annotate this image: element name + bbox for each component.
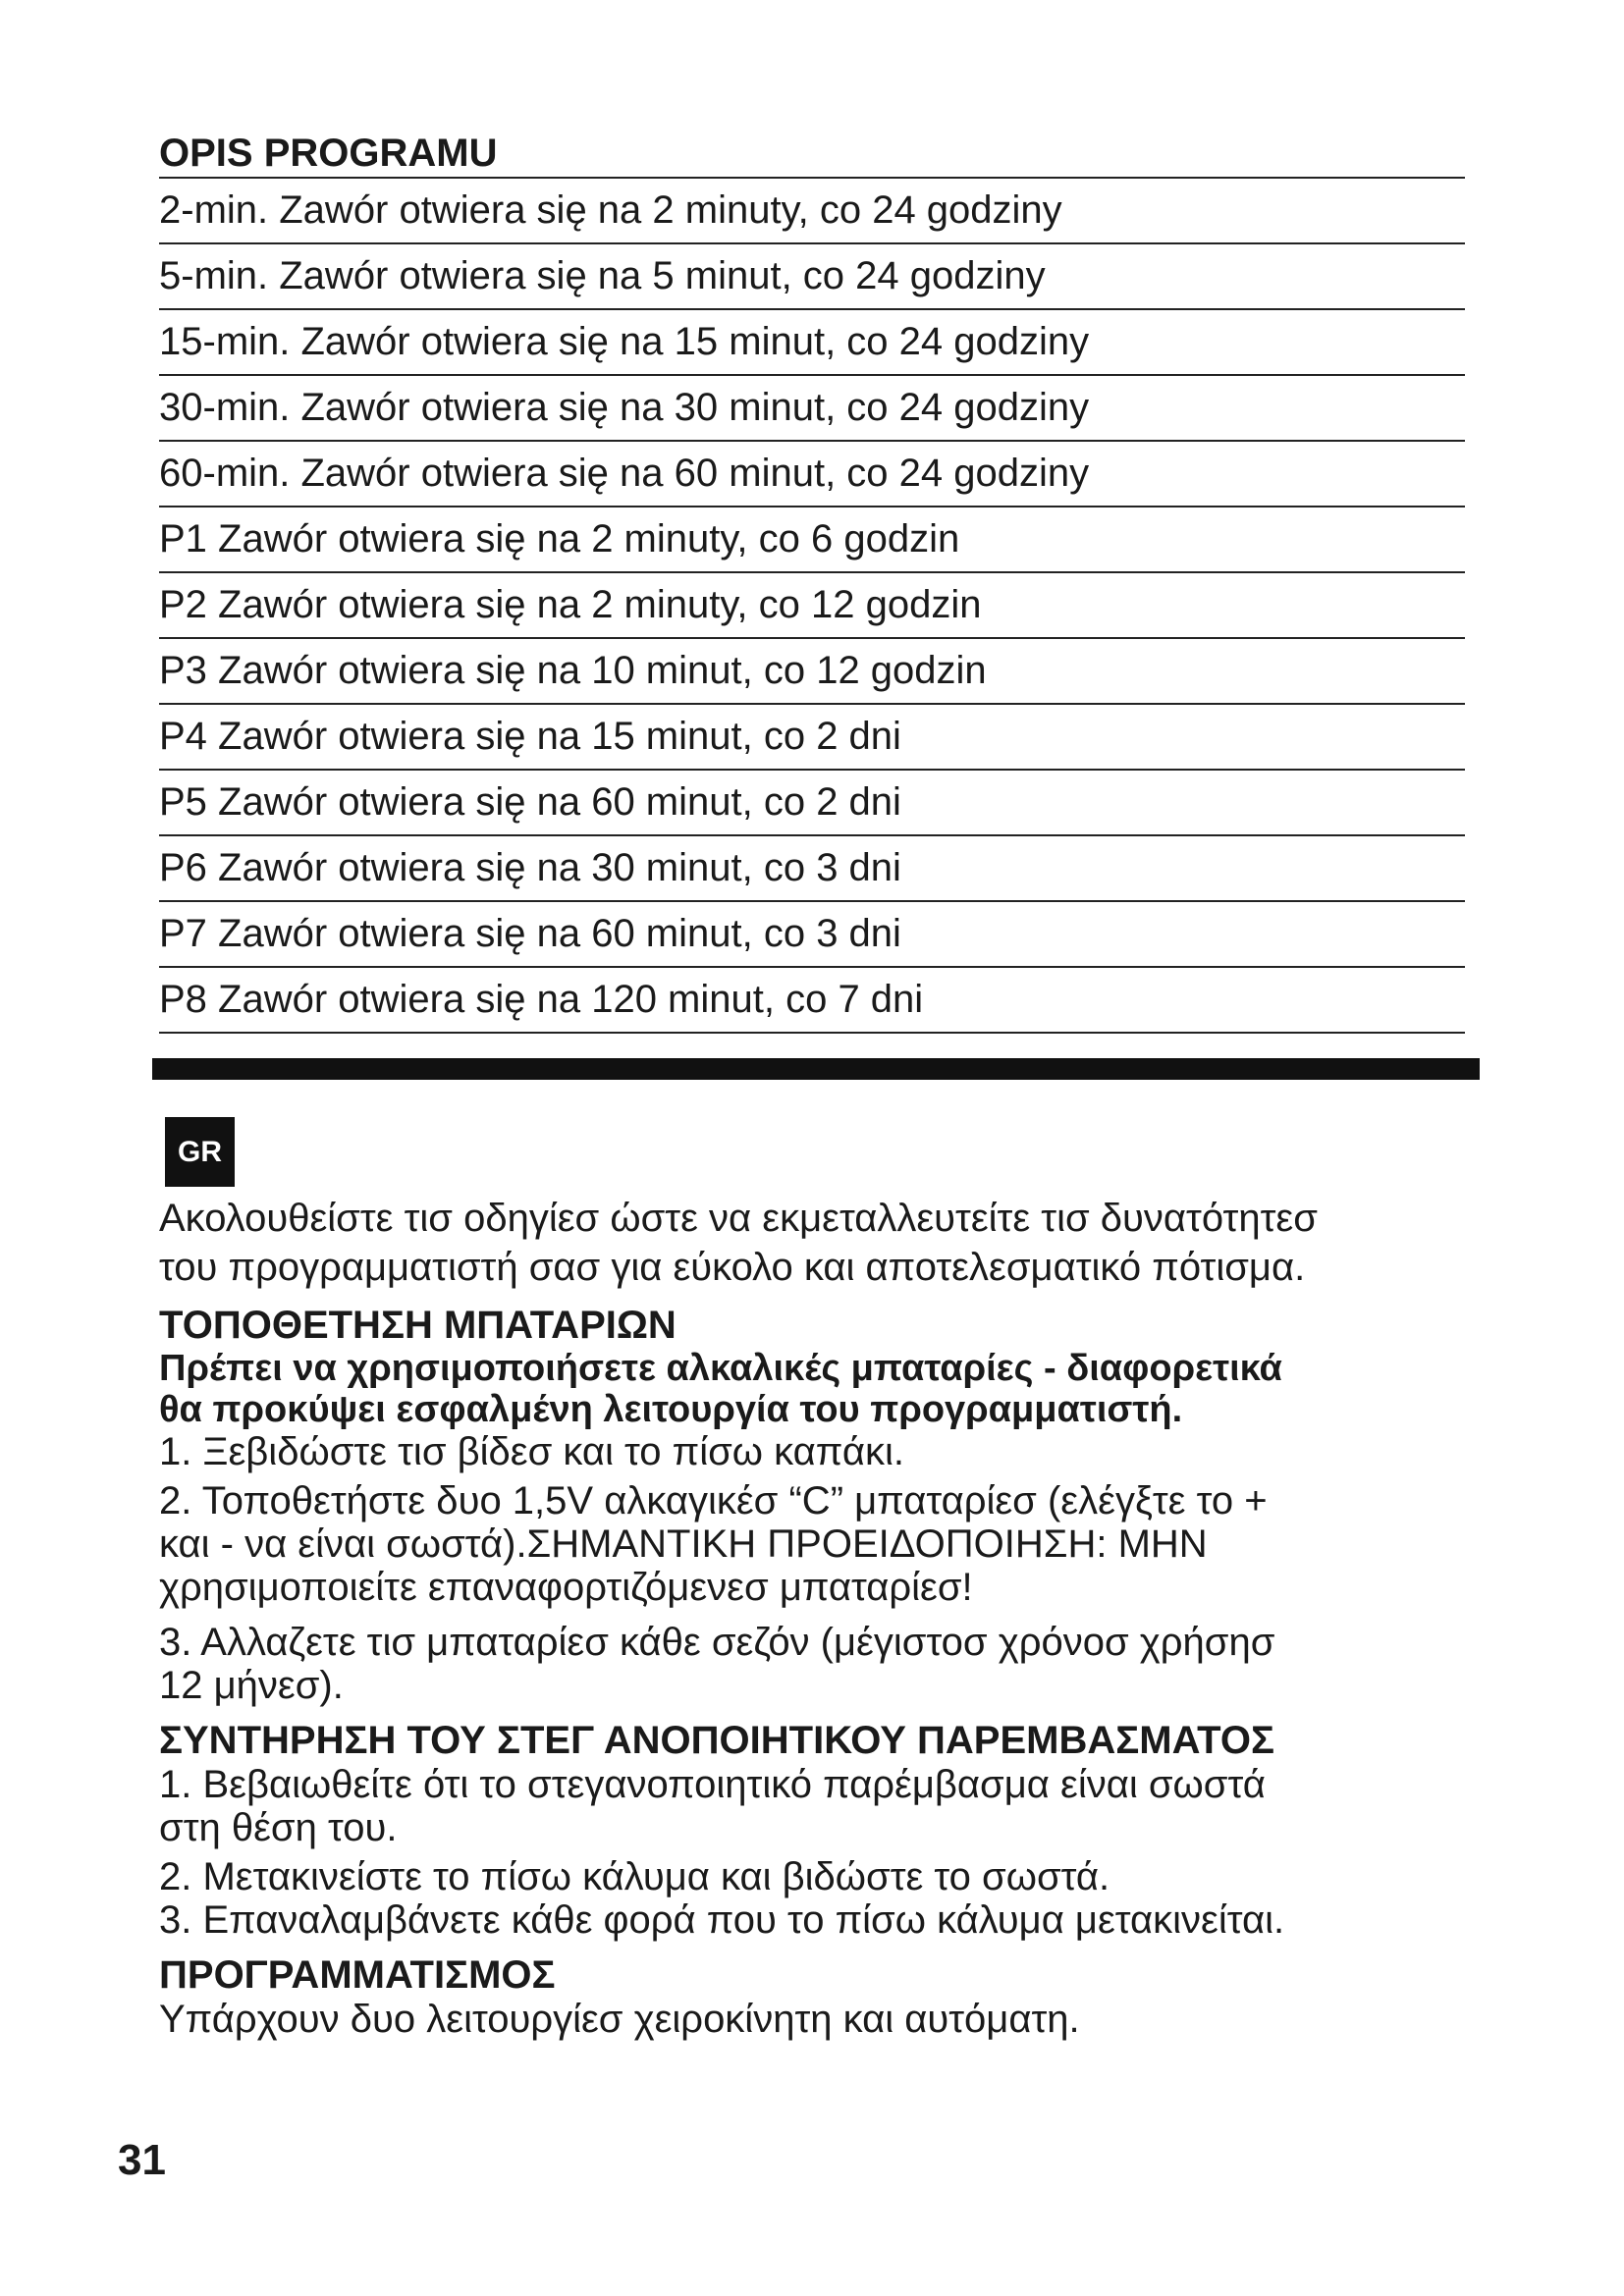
- gasket-heading: ΣΥΝΤΗΡΗΣΗ ΤΟΥ ΣΤΕΓ ΑΝΟΠΟΙΗΤΙΚΟΥ ΠΑΡΕΜΒΑΣΜΑΤΟΣ: [159, 1719, 1274, 1762]
- intro-line-1: Ακολουθείστε τισ οδηγίεσ ώστε να εκμεταλλευτείτε τισ δυνατότητεσ: [159, 1197, 1318, 1240]
- battery-step-3-line-1: 3. Αλλαζετε τισ μπαταρίεσ κάθε σεζόν (μέγιστοσ χρόνοσ χρήσησ: [159, 1621, 1275, 1664]
- table-row: 60-min. Zawór otwiera się na 60 minut, co 24 godziny: [159, 442, 1465, 507]
- greek-instructions: [159, 1194, 1573, 2041]
- table-row: P3 Zawór otwiera się na 10 minut, co 12 godzin: [159, 639, 1465, 705]
- battery-step-2-line-1: 2. Τοποθετήστε δυο 1,5V αλκαγικέσ “C” μπαταρίεσ (ελέγξτε το +: [159, 1479, 1268, 1522]
- programming-heading: ΠΡΟΓΡΑΜΜΑΤΙΣΜΟΣ: [159, 1953, 556, 1997]
- table-row: P1 Zawór otwiera się na 2 minuty, co 6 godzin: [159, 507, 1465, 573]
- battery-warning-line-1: Πρέπει να χρησιμοποιήσετε αλκαλικές μπαταρίες - διαφορετικά: [159, 1348, 1282, 1389]
- gasket-step-3: 3. Επαναλαμβάνετε κάθε φορά που το πίσω κάλυμα μετακινείται.: [159, 1898, 1285, 1942]
- table-row: P4 Zawór otwiera się na 15 minut, co 2 dni: [159, 705, 1465, 771]
- table-row: P8 Zawór otwiera się na 120 minut, co 7 dni: [159, 968, 1465, 1034]
- table-row: P5 Zawór otwiera się na 60 minut, co 2 dni: [159, 771, 1465, 836]
- gasket-step-1-line-1: 1. Βεβαιωθείτε ότι το στεγανοποιητικό παρέμβασμα είναι σωστά: [159, 1763, 1266, 1806]
- table-row: 5-min. Zawór otwiera się na 5 minut, co 24 godziny: [159, 244, 1465, 310]
- table-row: 15-min. Zawór otwiera się na 15 minut, co 24 godziny: [159, 310, 1465, 376]
- battery-heading: ΤΟΠΟΘΕΤΗΣΗ ΜΠΑΤΑΡΙΩΝ: [159, 1304, 677, 1347]
- page-number: 31: [118, 2136, 166, 2184]
- battery-step-3-line-2: 12 μήνεσ).: [159, 1664, 344, 1707]
- table-title: OPIS PROGRAMU: [159, 130, 1465, 179]
- table-row: 30-min. Zawór otwiera się na 30 minut, co 24 godziny: [159, 376, 1465, 442]
- battery-warning-line-2: θα προκύψει εσφαλμένη λειτουργία του προγραμματιστή.: [159, 1389, 1183, 1430]
- battery-step-2-line-3: χρησιμοποιείτε επαναφορτιζόμενεσ μπαταρίεσ!: [159, 1566, 973, 1609]
- language-badge: GR: [165, 1117, 235, 1187]
- table-row: P6 Zawór otwiera się na 30 minut, co 3 dni: [159, 836, 1465, 902]
- gasket-step-1-line-2: στη θέση του.: [159, 1806, 398, 1849]
- gasket-step-2: 2. Μετακινείστε το πίσω κάλυμα και βιδώστε το σωστά.: [159, 1855, 1110, 1898]
- table-row: 2-min. Zawór otwiera się na 2 minuty, co 24 godziny: [159, 179, 1465, 244]
- programming-text: Υπάρχουν δυο λειτουργίεσ χειροκίνητη και αυτόματη.: [159, 1998, 1080, 2041]
- battery-step-1: 1. Ξεβιδώστε τισ βίδεσ και το πίσω καπάκι.: [159, 1430, 904, 1473]
- table-row: P7 Zawór otwiera się na 60 minut, co 3 dni: [159, 902, 1465, 968]
- section-divider: [152, 1058, 1480, 1080]
- table-row: P2 Zawór otwiera się na 2 minuty, co 12 godzin: [159, 573, 1465, 639]
- program-description-table: [159, 130, 1465, 1034]
- intro-line-2: του προγραμματιστή σασ για εύκολο και αποτελεσματικό πότισμα.: [159, 1246, 1306, 1289]
- battery-step-2-line-2: και - να είναι σωστά).ΣΗΜΑΝΤΙΚΗ ΠΡΟΕΙΔΟΠΟΙΗΣΗ: ΜΗΝ: [159, 1522, 1208, 1566]
